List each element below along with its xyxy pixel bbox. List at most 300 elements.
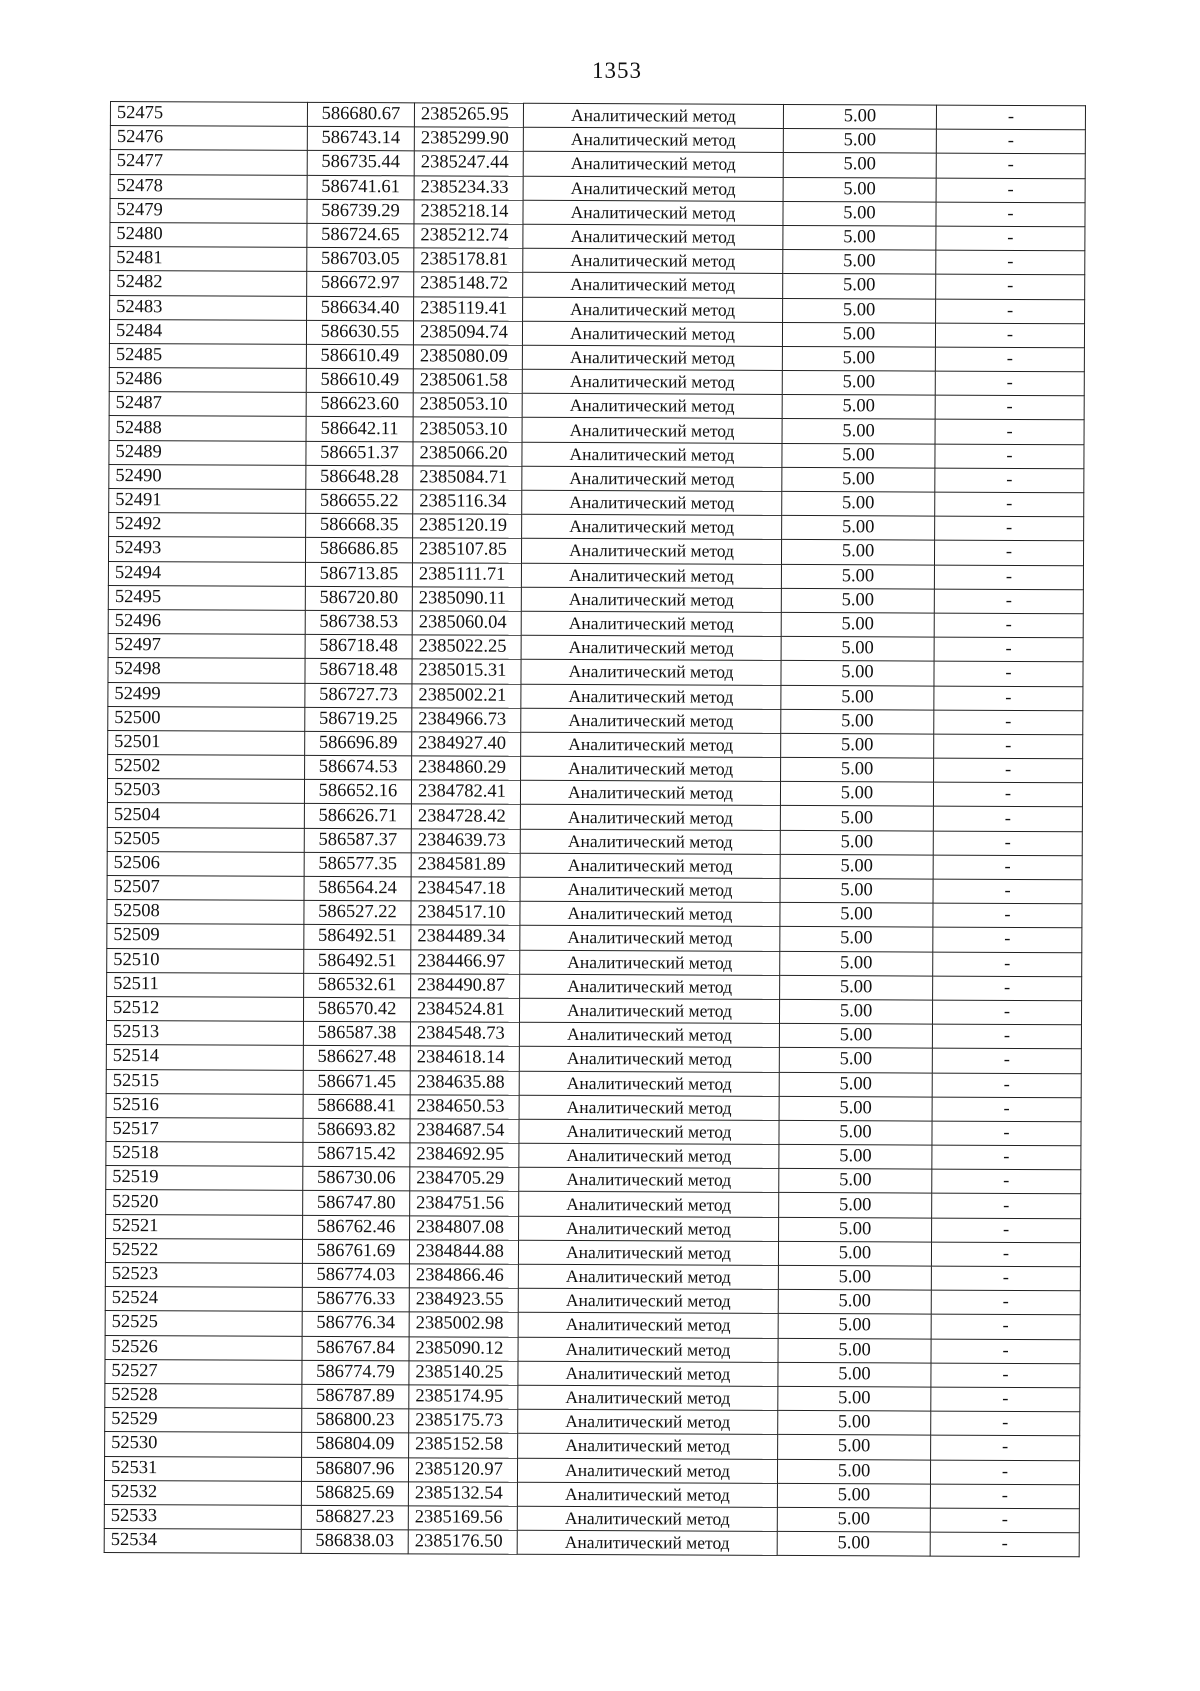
method-cell: Аналитический метод <box>521 563 781 588</box>
point-number-cell: 52517 <box>106 1117 303 1142</box>
note-cell: - <box>932 1218 1081 1243</box>
accuracy-cell: 5.00 <box>782 467 935 492</box>
accuracy-cell: 5.00 <box>779 1144 932 1169</box>
y-coordinate-cell: 2384650.53 <box>410 1095 519 1120</box>
note-cell: - <box>935 492 1084 517</box>
note-cell: - <box>932 1097 1081 1122</box>
accuracy-cell: 5.00 <box>782 516 935 541</box>
y-coordinate-cell: 2384547.18 <box>411 877 520 902</box>
point-number-cell: 52523 <box>105 1262 302 1287</box>
note-cell: - <box>934 710 1083 735</box>
method-cell: Аналитический метод <box>518 1288 778 1313</box>
method-cell: Аналитический метод <box>521 611 781 636</box>
accuracy-cell: 5.00 <box>777 1483 930 1508</box>
note-cell: - <box>936 153 1085 178</box>
note-cell: - <box>931 1339 1080 1364</box>
method-cell: Аналитический метод <box>520 950 780 975</box>
note-cell: - <box>936 105 1085 130</box>
point-number-cell: 52525 <box>105 1311 302 1336</box>
point-number-cell: 52497 <box>108 634 305 659</box>
x-coordinate-cell: 586776.34 <box>302 1312 409 1337</box>
point-number-cell: 52504 <box>107 803 304 828</box>
x-coordinate-cell: 586570.42 <box>303 997 410 1022</box>
accuracy-cell: 5.00 <box>783 153 936 178</box>
x-coordinate-cell: 586587.37 <box>304 828 411 853</box>
method-cell: Аналитический метод <box>517 1530 777 1555</box>
page-number: 1353 <box>592 58 642 83</box>
y-coordinate-cell: 2385247.44 <box>414 151 523 176</box>
method-cell: Аналитический метод <box>520 781 780 806</box>
note-cell: - <box>933 927 1082 952</box>
method-cell: Аналитический метод <box>519 1095 779 1120</box>
point-number-cell: 52511 <box>107 972 304 997</box>
accuracy-cell: 5.00 <box>781 757 934 782</box>
note-cell: - <box>936 226 1085 251</box>
x-coordinate-cell: 586671.45 <box>303 1070 410 1095</box>
x-coordinate-cell: 586761.69 <box>302 1239 409 1264</box>
method-cell: Аналитический метод <box>518 1434 778 1459</box>
method-cell: Аналитический метод <box>522 490 782 515</box>
point-number-cell: 52485 <box>109 343 306 368</box>
accuracy-cell: 5.00 <box>781 733 934 758</box>
y-coordinate-cell: 2385174.95 <box>409 1385 518 1410</box>
x-coordinate-cell: 586730.06 <box>303 1167 410 1192</box>
point-number-cell: 52494 <box>108 561 305 586</box>
point-number-cell: 52522 <box>105 1238 302 1263</box>
note-cell: - <box>934 661 1083 686</box>
y-coordinate-cell: 2384782.41 <box>411 780 520 805</box>
x-coordinate-cell: 586492.51 <box>304 925 411 950</box>
method-cell: Аналитический метод <box>523 176 783 201</box>
point-number-cell: 52518 <box>106 1142 303 1167</box>
accuracy-cell: 5.00 <box>782 322 935 347</box>
method-cell: Аналитический метод <box>519 998 779 1023</box>
point-number-cell: 52487 <box>109 392 306 417</box>
method-cell: Аналитический метод <box>519 1047 779 1072</box>
x-coordinate-cell: 586610.49 <box>306 344 413 369</box>
y-coordinate-cell: 2384618.14 <box>410 1046 519 1071</box>
method-cell: Аналитический метод <box>521 756 781 781</box>
point-number-cell: 52527 <box>105 1359 302 1384</box>
y-coordinate-cell: 2385152.58 <box>409 1433 518 1458</box>
y-coordinate-cell: 2384807.08 <box>410 1215 519 1240</box>
point-number-cell: 52476 <box>110 126 307 151</box>
point-number-cell: 52477 <box>110 150 307 175</box>
x-coordinate-cell: 586652.16 <box>304 780 411 805</box>
y-coordinate-cell: 2385002.98 <box>409 1312 518 1337</box>
accuracy-cell: 5.00 <box>782 419 935 444</box>
x-coordinate-cell: 586825.69 <box>301 1481 408 1506</box>
x-coordinate-cell: 586587.38 <box>303 1021 410 1046</box>
y-coordinate-cell: 2385116.34 <box>413 490 522 515</box>
y-coordinate-cell: 2385169.56 <box>408 1506 517 1531</box>
method-cell: Аналитический метод <box>523 103 783 128</box>
method-cell: Аналитический метод <box>523 248 783 273</box>
x-coordinate-cell: 586774.03 <box>302 1263 409 1288</box>
x-coordinate-cell: 586787.89 <box>302 1384 409 1409</box>
accuracy-cell: 5.00 <box>783 225 936 250</box>
point-number-cell: 52534 <box>104 1529 301 1554</box>
point-number-cell: 52512 <box>106 996 303 1021</box>
note-cell: - <box>930 1532 1079 1557</box>
accuracy-cell: 5.00 <box>780 878 933 903</box>
y-coordinate-cell: 2385132.54 <box>408 1482 517 1507</box>
point-number-cell: 52491 <box>109 488 306 513</box>
accuracy-cell: 5.00 <box>781 612 934 637</box>
method-cell: Аналитический метод <box>519 1071 779 1096</box>
point-number-cell: 52484 <box>109 319 306 344</box>
accuracy-cell: 5.00 <box>782 395 935 420</box>
method-cell: Аналитический метод <box>522 321 782 346</box>
x-coordinate-cell: 586693.82 <box>303 1118 410 1143</box>
y-coordinate-cell: 2385175.73 <box>409 1409 518 1434</box>
x-coordinate-cell: 586634.40 <box>307 296 414 321</box>
method-cell: Аналитический метод <box>518 1240 778 1265</box>
y-coordinate-cell: 2385234.33 <box>414 175 523 200</box>
y-coordinate-cell: 2384692.95 <box>410 1143 519 1168</box>
point-number-cell: 52499 <box>108 682 305 707</box>
point-number-cell: 52530 <box>105 1432 302 1457</box>
accuracy-cell: 5.00 <box>782 370 935 395</box>
method-cell: Аналитический метод <box>518 1409 778 1434</box>
method-cell: Аналитический метод <box>522 369 782 394</box>
note-cell: - <box>934 540 1083 565</box>
point-number-cell: 52478 <box>110 174 307 199</box>
x-coordinate-cell: 586627.48 <box>303 1046 410 1071</box>
accuracy-cell: 5.00 <box>780 903 933 928</box>
note-cell: - <box>935 395 1084 420</box>
accuracy-cell: 5.00 <box>780 830 933 855</box>
x-coordinate-cell: 586630.55 <box>306 320 413 345</box>
note-cell: - <box>933 855 1082 880</box>
y-coordinate-cell: 2385140.25 <box>409 1361 518 1386</box>
note-cell: - <box>933 879 1082 904</box>
method-cell: Аналитический метод <box>523 200 783 225</box>
point-number-cell: 52507 <box>107 875 304 900</box>
x-coordinate-cell: 586648.28 <box>306 465 413 490</box>
method-cell: Аналитический метод <box>521 708 781 733</box>
method-cell: Аналитический метод <box>519 1192 779 1217</box>
note-cell: - <box>931 1266 1080 1291</box>
note-cell: - <box>931 1435 1080 1460</box>
x-coordinate-cell: 586713.85 <box>305 562 412 587</box>
accuracy-cell: 5.00 <box>779 999 932 1024</box>
note-cell: - <box>931 1363 1080 1388</box>
note-cell: - <box>936 299 1085 324</box>
method-cell: Аналитический метод <box>518 1337 778 1362</box>
x-coordinate-cell: 586655.22 <box>306 489 413 514</box>
y-coordinate-cell: 2384524.81 <box>410 998 519 1023</box>
y-coordinate-cell: 2385066.20 <box>413 441 522 466</box>
y-coordinate-cell: 2384639.73 <box>411 828 520 853</box>
point-number-cell: 52500 <box>108 706 305 731</box>
point-number-cell: 52483 <box>110 295 307 320</box>
accuracy-cell: 5.00 <box>781 709 934 734</box>
note-cell: - <box>935 371 1084 396</box>
method-cell: Аналитический метод <box>522 442 782 467</box>
accuracy-cell: 5.00 <box>780 927 933 952</box>
accuracy-cell: 5.00 <box>781 685 934 710</box>
point-number-cell: 52475 <box>110 102 307 127</box>
y-coordinate-cell: 2385218.14 <box>414 200 523 225</box>
point-number-cell: 52498 <box>108 658 305 683</box>
method-cell: Аналитический метод <box>517 1482 777 1507</box>
method-cell: Аналитический метод <box>523 152 783 177</box>
method-cell: Аналитический метод <box>520 974 780 999</box>
point-number-cell: 52508 <box>107 900 304 925</box>
note-cell: - <box>931 1290 1080 1315</box>
y-coordinate-cell: 2385265.95 <box>414 103 523 128</box>
note-cell: - <box>930 1460 1079 1485</box>
note-cell: - <box>932 1145 1081 1170</box>
note-cell: - <box>936 129 1085 154</box>
x-coordinate-cell: 586719.25 <box>305 707 412 732</box>
note-cell: - <box>933 952 1082 977</box>
y-coordinate-cell: 2385084.71 <box>413 466 522 491</box>
note-cell: - <box>931 1387 1080 1412</box>
note-cell: - <box>936 202 1085 227</box>
accuracy-cell: 5.00 <box>780 782 933 807</box>
x-coordinate-cell: 586703.05 <box>307 247 414 272</box>
x-coordinate-cell: 586800.23 <box>302 1408 409 1433</box>
x-coordinate-cell: 586718.48 <box>305 634 412 659</box>
accuracy-cell: 5.00 <box>781 540 934 565</box>
point-number-cell: 52509 <box>107 924 304 949</box>
x-coordinate-cell: 586767.84 <box>302 1336 409 1361</box>
x-coordinate-cell: 586672.97 <box>307 272 414 297</box>
x-coordinate-cell: 586674.53 <box>305 755 412 780</box>
x-coordinate-cell: 586827.23 <box>301 1505 408 1530</box>
y-coordinate-cell: 2384466.97 <box>411 949 520 974</box>
method-cell: Аналитический метод <box>523 297 783 322</box>
method-cell: Аналитический метод <box>522 345 782 370</box>
point-number-cell: 52519 <box>106 1166 303 1191</box>
x-coordinate-cell: 586680.67 <box>307 102 414 127</box>
note-cell: - <box>934 589 1083 614</box>
table-row <box>104 1529 1079 1557</box>
method-cell: Аналитический метод <box>521 660 781 685</box>
accuracy-cell: 5.00 <box>781 564 934 589</box>
accuracy-cell: 5.00 <box>778 1362 931 1387</box>
method-cell: Аналитический метод <box>523 224 783 249</box>
point-number-cell: 52490 <box>109 464 306 489</box>
note-cell: - <box>933 807 1082 832</box>
y-coordinate-cell: 2385090.11 <box>412 587 521 612</box>
note-cell: - <box>932 1169 1081 1194</box>
method-cell: Аналитический метод <box>519 1119 779 1144</box>
x-coordinate-cell: 586838.03 <box>301 1529 408 1554</box>
point-number-cell: 52532 <box>104 1480 301 1505</box>
accuracy-cell: 5.00 <box>780 975 933 1000</box>
y-coordinate-cell: 2385015.31 <box>412 659 521 684</box>
y-coordinate-cell: 2385090.12 <box>409 1336 518 1361</box>
point-number-cell: 52510 <box>107 948 304 973</box>
note-cell: - <box>936 274 1085 299</box>
note-cell: - <box>933 831 1082 856</box>
accuracy-cell: 5.00 <box>780 951 933 976</box>
point-number-cell: 52513 <box>106 1021 303 1046</box>
x-coordinate-cell: 586735.44 <box>307 151 414 176</box>
point-number-cell: 52506 <box>107 851 304 876</box>
method-cell: Аналитический метод <box>518 1385 778 1410</box>
note-cell: - <box>934 613 1083 638</box>
point-number-cell: 52524 <box>105 1287 302 1312</box>
point-number-cell: 52514 <box>106 1045 303 1070</box>
point-number-cell: 52481 <box>110 247 307 272</box>
method-cell: Аналитический метод <box>520 926 780 951</box>
accuracy-cell: 5.00 <box>783 298 936 323</box>
note-cell: - <box>936 178 1085 203</box>
accuracy-cell: 5.00 <box>779 1072 932 1097</box>
y-coordinate-cell: 2384581.89 <box>411 853 520 878</box>
note-cell: - <box>935 516 1084 541</box>
point-number-cell: 52479 <box>110 198 307 223</box>
point-number-cell: 52502 <box>108 755 305 780</box>
method-cell: Аналитический метод <box>518 1264 778 1289</box>
method-cell: Аналитический метод <box>520 853 780 878</box>
accuracy-cell: 5.00 <box>777 1531 930 1556</box>
x-coordinate-cell: 586626.71 <box>304 804 411 829</box>
method-cell: Аналитический метод <box>522 418 782 443</box>
method-cell: Аналитический метод <box>517 1506 777 1531</box>
point-number-cell: 52486 <box>109 368 306 393</box>
point-number-cell: 52495 <box>108 585 305 610</box>
accuracy-cell: 5.00 <box>779 1217 932 1242</box>
y-coordinate-cell: 2384489.34 <box>411 925 520 950</box>
x-coordinate-cell: 586688.41 <box>303 1094 410 1119</box>
method-cell: Аналитический метод <box>521 539 781 564</box>
y-coordinate-cell: 2385002.21 <box>412 683 521 708</box>
note-cell: - <box>936 250 1085 275</box>
note-cell: - <box>934 758 1083 783</box>
note-cell: - <box>935 444 1084 469</box>
accuracy-cell: 5.00 <box>779 1024 932 1049</box>
method-cell: Аналитический метод <box>519 1143 779 1168</box>
point-number-cell: 52528 <box>105 1383 302 1408</box>
point-number-cell: 52488 <box>109 416 306 441</box>
method-cell: Аналитический метод <box>520 829 780 854</box>
accuracy-cell: 5.00 <box>779 1169 932 1194</box>
accuracy-cell: 5.00 <box>779 1120 932 1145</box>
accuracy-cell: 5.00 <box>778 1265 931 1290</box>
point-number-cell: 52520 <box>106 1190 303 1215</box>
y-coordinate-cell: 2385080.09 <box>413 345 522 370</box>
method-cell: Аналитический метод <box>521 587 781 612</box>
accuracy-cell: 5.00 <box>781 637 934 662</box>
point-number-cell: 52521 <box>106 1214 303 1239</box>
accuracy-cell: 5.00 <box>780 854 933 879</box>
note-cell: - <box>930 1484 1079 1509</box>
method-cell: Аналитический метод <box>518 1361 778 1386</box>
note-cell: - <box>932 1194 1081 1219</box>
note-cell: - <box>934 637 1083 662</box>
y-coordinate-cell: 2384866.46 <box>409 1264 518 1289</box>
accuracy-cell: 5.00 <box>778 1241 931 1266</box>
x-coordinate-cell: 586718.48 <box>305 659 412 684</box>
note-cell: - <box>932 1024 1081 1049</box>
method-cell: Аналитический метод <box>523 273 783 298</box>
y-coordinate-cell: 2384635.88 <box>410 1070 519 1095</box>
y-coordinate-cell: 2385178.81 <box>414 248 523 273</box>
y-coordinate-cell: 2384687.54 <box>410 1119 519 1144</box>
x-coordinate-cell: 586762.46 <box>303 1215 410 1240</box>
accuracy-cell: 5.00 <box>777 1459 930 1484</box>
x-coordinate-cell: 586577.35 <box>304 852 411 877</box>
method-cell: Аналитический метод <box>521 635 781 660</box>
y-coordinate-cell: 2385053.10 <box>413 393 522 418</box>
note-cell: - <box>933 903 1082 928</box>
accuracy-cell: 5.00 <box>783 177 936 202</box>
x-coordinate-cell: 586564.24 <box>304 876 411 901</box>
x-coordinate-cell: 586492.51 <box>304 949 411 974</box>
note-cell: - <box>931 1242 1080 1267</box>
accuracy-cell: 5.00 <box>783 201 936 226</box>
point-number-cell: 52529 <box>105 1408 302 1433</box>
x-coordinate-cell: 586720.80 <box>305 586 412 611</box>
y-coordinate-cell: 2384517.10 <box>411 901 520 926</box>
coordinates-table-body <box>104 102 1085 1557</box>
y-coordinate-cell: 2384705.29 <box>410 1167 519 1192</box>
y-coordinate-cell: 2385212.74 <box>414 224 523 249</box>
note-cell: - <box>935 420 1084 445</box>
x-coordinate-cell: 586610.49 <box>306 368 413 393</box>
y-coordinate-cell: 2385120.97 <box>408 1457 517 1482</box>
y-coordinate-cell: 2384844.88 <box>409 1240 518 1265</box>
accuracy-cell: 5.00 <box>780 806 933 831</box>
note-cell: - <box>932 1073 1081 1098</box>
y-coordinate-cell: 2384751.56 <box>410 1191 519 1216</box>
point-number-cell: 52533 <box>104 1504 301 1529</box>
y-coordinate-cell: 2385022.25 <box>412 635 521 660</box>
x-coordinate-cell: 586623.60 <box>306 393 413 418</box>
y-coordinate-cell: 2384860.29 <box>412 756 521 781</box>
method-cell: Аналитический метод <box>519 1168 779 1193</box>
y-coordinate-cell: 2385299.90 <box>414 127 523 152</box>
note-cell: - <box>932 1121 1081 1146</box>
accuracy-cell: 5.00 <box>778 1435 931 1460</box>
point-number-cell: 52516 <box>106 1093 303 1118</box>
x-coordinate-cell: 586739.29 <box>307 199 414 224</box>
accuracy-cell: 5.00 <box>783 104 936 129</box>
method-cell: Аналитический метод <box>523 127 783 152</box>
accuracy-cell: 5.00 <box>782 443 935 468</box>
accuracy-cell: 5.00 <box>779 1193 932 1218</box>
accuracy-cell: 5.00 <box>778 1338 931 1363</box>
y-coordinate-cell: 2384966.73 <box>412 708 521 733</box>
y-coordinate-cell: 2384927.40 <box>412 732 521 757</box>
point-number-cell: 52505 <box>107 827 304 852</box>
method-cell: Аналитический метод <box>517 1458 777 1483</box>
x-coordinate-cell: 586727.73 <box>305 683 412 708</box>
method-cell: Аналитический метод <box>518 1313 778 1338</box>
x-coordinate-cell: 586741.61 <box>307 175 414 200</box>
y-coordinate-cell: 2385176.50 <box>408 1530 517 1555</box>
x-coordinate-cell: 586686.85 <box>305 538 412 563</box>
note-cell: - <box>931 1314 1080 1339</box>
accuracy-cell: 5.00 <box>781 588 934 613</box>
method-cell: Аналитический метод <box>519 1216 779 1241</box>
x-coordinate-cell: 586804.09 <box>302 1433 409 1458</box>
x-coordinate-cell: 586776.33 <box>302 1288 409 1313</box>
point-number-cell: 52493 <box>108 537 305 562</box>
x-coordinate-cell: 586724.65 <box>307 223 414 248</box>
method-cell: Аналитический метод <box>519 1022 779 1047</box>
y-coordinate-cell: 2384923.55 <box>409 1288 518 1313</box>
method-cell: Аналитический метод <box>522 394 782 419</box>
accuracy-cell: 5.00 <box>782 346 935 371</box>
x-coordinate-cell: 586807.96 <box>301 1457 408 1482</box>
x-coordinate-cell: 586532.61 <box>304 973 411 998</box>
